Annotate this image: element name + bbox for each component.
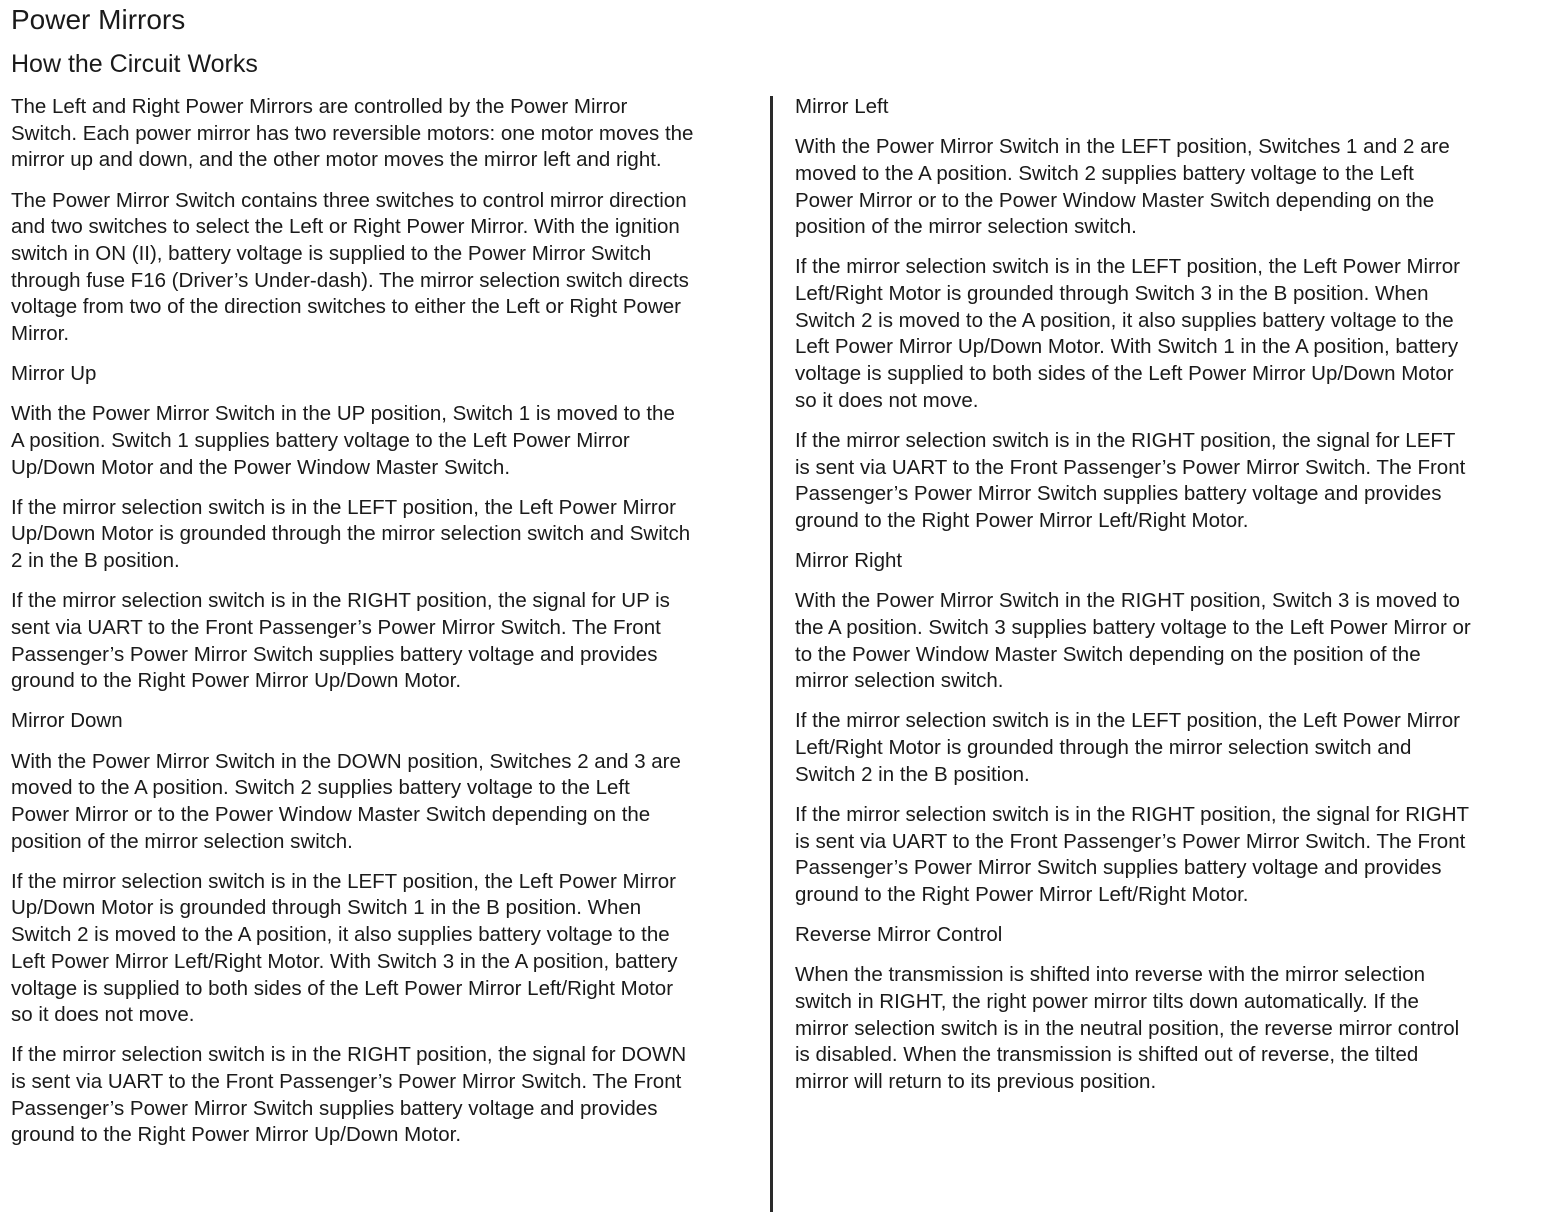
paragraph-line: Up/Down Motor and the Power Window Master Switch. bbox=[11, 455, 511, 479]
paragraph bbox=[11, 588, 755, 695]
paragraph-line: If the mirror selection switch is in the RIGHT position, the signal for DOWN bbox=[11, 1043, 687, 1067]
paragraph-line: is sent via UART to the Front Passenger’s Power Mirror Switch. The Front bbox=[795, 829, 1466, 853]
paragraph bbox=[795, 254, 1535, 414]
column-divider bbox=[770, 96, 773, 1212]
paragraph-line: Switch 2 is moved to the A position, it also supplies battery voltage to the bbox=[11, 923, 670, 947]
paragraph bbox=[795, 134, 1535, 241]
paragraph-line: ground to the Right Power Mirror Up/Down Motor. bbox=[11, 1123, 462, 1147]
paragraph-line: The Left and Right Power Mirrors are controlled by the Power Mirror bbox=[11, 95, 628, 118]
paragraph-line: Switch. Each power mirror has two reversible motors: one motor moves the bbox=[11, 121, 694, 145]
paragraph-line: so it does not move. bbox=[795, 388, 979, 412]
paragraph bbox=[11, 401, 755, 481]
paragraph bbox=[11, 1042, 755, 1149]
section-title: How the Circuit Works bbox=[11, 50, 258, 78]
paragraph-line: Passenger’s Power Mirror Switch supplies battery voltage and provides bbox=[11, 1096, 658, 1120]
paragraph-line: is disabled. When the transmission is shifted out of reverse, the tilted bbox=[795, 1043, 1419, 1067]
subsection-heading: Mirror Right bbox=[795, 549, 903, 573]
paragraph-line: and two switches to select the Left or Right Power Mirror. With the ignition bbox=[11, 215, 680, 239]
paragraph bbox=[11, 869, 755, 1029]
paragraph-line: If the mirror selection switch is in the LEFT position, the Left Power Mirror bbox=[11, 869, 676, 893]
paragraph-line: position of the mirror selection switch. bbox=[795, 215, 1137, 239]
paragraph-line: If the mirror selection switch is in the RIGHT position, the signal for RIGHT bbox=[795, 802, 1470, 826]
paragraph bbox=[11, 749, 755, 856]
paragraph-line: Left Power Mirror Left/Right Motor. With Switch 3 in the A position, battery bbox=[11, 949, 678, 973]
paragraph-line: sent via UART to the Front Passenger’s Power Mirror Switch. The Front bbox=[11, 615, 661, 639]
paragraph-line: ground to the Right Power Mirror Left/Right Motor. bbox=[795, 883, 1249, 907]
paragraph-line: With the Power Mirror Switch in the DOWN position, Switches 2 and 3 are bbox=[11, 749, 681, 773]
paragraph-line: Mirror. bbox=[11, 322, 70, 346]
paragraph-line: Switch 2 in the B position. bbox=[795, 762, 1030, 786]
paragraph bbox=[795, 588, 1535, 695]
paragraph bbox=[11, 94, 755, 174]
paragraph-line: With the Power Mirror Switch in the UP position, Switch 1 is moved to the bbox=[11, 402, 675, 426]
paragraph-line: moved to the A position. Switch 2 supplies battery voltage to the Left bbox=[795, 161, 1414, 185]
paragraph-line: voltage is supplied to both sides of the Left Power Mirror Up/Down Motor bbox=[795, 362, 1454, 386]
subsection-heading: Mirror Left bbox=[795, 95, 889, 118]
paragraph-line: Left Power Mirror Up/Down Motor. With Switch 1 in the A position, battery bbox=[795, 335, 1459, 359]
paragraph-line: so it does not move. bbox=[11, 1003, 195, 1027]
paragraph-line: to the Power Window Master Switch depending on the position of the bbox=[795, 642, 1421, 666]
paragraph-line: Power Mirror or to the Power Window Master Switch depending on the bbox=[795, 188, 1435, 212]
paragraph-line: If the mirror selection switch is in the LEFT position, the Left Power Mirror bbox=[795, 709, 1460, 733]
subsection-heading: Mirror Down bbox=[11, 709, 123, 733]
paragraph-line: A position. Switch 1 supplies battery voltage to the Left Power Mirror bbox=[11, 428, 630, 452]
paragraph-line: voltage is supplied to both sides of the Left Power Mirror Left/Right Motor bbox=[11, 976, 674, 1000]
paragraph bbox=[11, 495, 755, 575]
paragraph-line: If the mirror selection switch is in the LEFT position, the Left Power Mirror bbox=[795, 255, 1460, 279]
paragraph-line: With the Power Mirror Switch in the LEFT position, Switches 1 and 2 are bbox=[795, 135, 1450, 159]
paragraph-line: switch in ON (II), battery voltage is supplied to the Power Mirror Switch bbox=[11, 241, 652, 265]
left-column bbox=[11, 94, 755, 1163]
paragraph-line: position of the mirror selection switch. bbox=[11, 829, 353, 853]
paragraph-line: Switch 2 is moved to the A position, it also supplies battery voltage to the bbox=[795, 308, 1454, 332]
paragraph-line: With the Power Mirror Switch in the RIGHT position, Switch 3 is moved to bbox=[795, 589, 1460, 613]
paragraph-line: Passenger’s Power Mirror Switch supplies battery voltage and provides bbox=[11, 642, 658, 666]
paragraph-line: Power Mirror or to the Power Window Master Switch depending on the bbox=[11, 802, 651, 826]
paragraph-line: voltage from two of the direction switches to either the Left or Right Power bbox=[11, 295, 681, 319]
paragraph-line: is sent via UART to the Front Passenger’s Power Mirror Switch. The Front bbox=[11, 1070, 682, 1094]
paragraph-line: ground to the Right Power Mirror Up/Down Motor. bbox=[11, 669, 462, 693]
paragraph-line: moved to the A position. Switch 2 supplies battery voltage to the Left bbox=[11, 776, 630, 800]
paragraph-line: mirror up and down, and the other motor moves the mirror left and right. bbox=[11, 148, 662, 172]
right-column bbox=[795, 94, 1535, 1109]
paragraph-line: If the mirror selection switch is in the RIGHT position, the signal for LEFT bbox=[795, 428, 1456, 452]
paragraph-line: Left/Right Motor is grounded through the mirror selection switch and bbox=[795, 736, 1412, 760]
subsection-heading: Reverse Mirror Control bbox=[795, 923, 1003, 947]
paragraph bbox=[11, 188, 755, 348]
paragraph-line: Passenger’s Power Mirror Switch supplies battery voltage and provides bbox=[795, 482, 1442, 506]
paragraph bbox=[795, 428, 1535, 535]
paragraph-line: The Power Mirror Switch contains three switches to control mirror direction bbox=[11, 188, 687, 212]
paragraph-line: Left/Right Motor is grounded through Switch 3 in the B position. When bbox=[795, 282, 1429, 305]
paragraph-line: switch in RIGHT, the right power mirror tilts down automatically. If the bbox=[795, 989, 1419, 1013]
paragraph-line: If the mirror selection switch is in the LEFT position, the Left Power Mirror bbox=[11, 495, 676, 519]
paragraph bbox=[795, 708, 1535, 788]
paragraph-line: the A position. Switch 3 supplies battery voltage to the Left Power Mirror or bbox=[795, 615, 1471, 639]
paragraph-line: 2 in the B position. bbox=[11, 549, 180, 573]
paragraph-line: through fuse F16 (Driver’s Under-dash). The mirror selection switch directs bbox=[11, 268, 689, 292]
subsection-heading: Mirror Up bbox=[11, 362, 97, 386]
paragraph-line: ground to the Right Power Mirror Left/Right Motor. bbox=[795, 509, 1249, 533]
paragraph-line: mirror selection switch is in the neutral position, the reverse mirror control bbox=[795, 1016, 1460, 1040]
paragraph-line: When the transmission is shifted into reverse with the mirror selection bbox=[795, 963, 1426, 987]
paragraph-line: is sent via UART to the Front Passenger’s Power Mirror Switch. The Front bbox=[795, 455, 1466, 479]
paragraph-line: Up/Down Motor is grounded through Switch 1 in the B position. When bbox=[11, 896, 642, 920]
paragraph-line: mirror selection switch. bbox=[795, 669, 1004, 693]
page-title: Power Mirrors bbox=[11, 4, 186, 35]
paragraph-line: Passenger’s Power Mirror Switch supplies battery voltage and provides bbox=[795, 856, 1442, 880]
paragraph-line: mirror will return to its previous position. bbox=[795, 1070, 1157, 1094]
paragraph bbox=[795, 802, 1535, 909]
paragraph-line: If the mirror selection switch is in the RIGHT position, the signal for UP is bbox=[11, 589, 670, 613]
paragraph-line: Up/Down Motor is grounded through the mirror selection switch and Switch bbox=[11, 522, 691, 546]
paragraph bbox=[795, 962, 1535, 1096]
